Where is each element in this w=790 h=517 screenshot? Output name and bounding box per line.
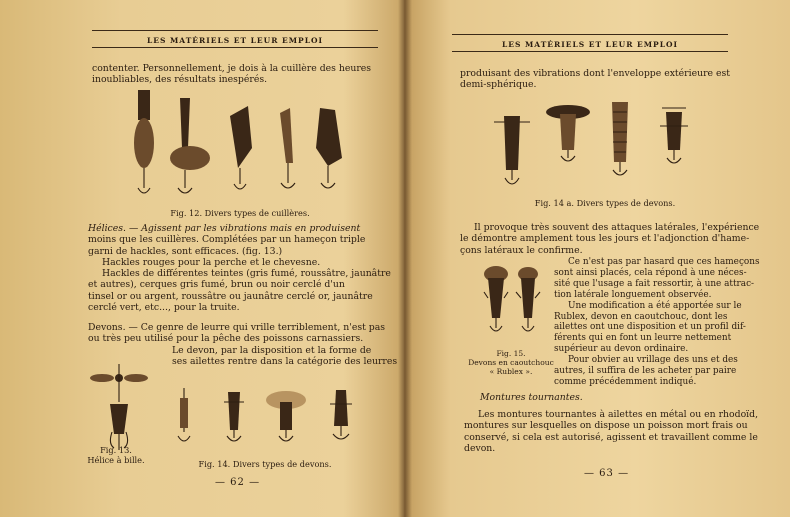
text-line: Hackles rouges pour la perche et le chevesne. [102,256,321,268]
text-line: comme précédemment indiqué. [554,376,697,387]
text-line: le démontre amplement tous les jours et l'adjonction d'hame- [460,233,750,245]
text-line: cerclé vert, etc..., pour la truite. [88,302,240,314]
spoon-lure-2 [170,98,210,193]
text-line: çons latéraux le confirme. [460,244,583,256]
spoon-lure-3 [230,106,252,189]
text-line: ses ailettes rentre dans la catégorie des leurres [172,355,398,367]
right-page [404,0,790,517]
devon-lure-1 [178,388,190,441]
text-line: montures sur lesquelles on dispose un poisson mort frais ou [464,420,748,432]
intro-paragraph [460,68,746,91]
devon-lure-4 [330,390,352,439]
text-line: ailettes ont une disposition et un profil dif- [554,322,746,333]
fig14-caption: Fig. 14. Divers types de devons. [198,459,332,469]
fig14a-devon-illustrations [490,100,710,195]
text-line: Devons. — Ce genre de leurre qui vrille terriblement, n'est pas [88,322,386,333]
header-rule [92,30,378,31]
text-line: et autres), cerques gris fumé, brun ou noir cerclé d'un [88,279,345,291]
montures-heading: Montures tournantes. [480,392,583,403]
fig12-spoon-illustrations [130,88,360,203]
text-line: moins que les cuillères. Complétées par un hameçon triple [88,234,366,246]
text-line: Une modification a été apportée sur le [568,300,742,311]
book-gutter [398,0,412,517]
devon-lure-b [546,105,590,161]
text-line: produisant des vibrations dont l'enveloppe extérieure est [460,68,730,79]
fig14-devon-illustrations [170,384,370,454]
caption-line: Fig. 13. [100,445,132,455]
text-line: garni de hackles, sont efficaces. (fig. 13.) [88,245,283,257]
text-line: Rublex, devon en caoutchouc, dont les [554,311,728,322]
fig15-rublex-illustration [476,262,548,344]
text-line: Ce n'est pas par hasard que ces hameçons [568,257,760,267]
text-line: tinsel or ou argent, roussâtre ou jaunâtre cerclé or, jaunâtre [88,290,373,302]
fig15-caption [466,349,556,376]
text-line: Hackles de différentes teintes (gris fumé, roussâtre, jaunâtre [102,268,391,280]
fig13-caption [86,445,146,465]
devon-lure-2 [224,392,244,441]
devons-paragraph [88,322,398,367]
text-line: ou très peu utilisé pour la pêche des poissons carnassiers. [88,333,364,345]
devon-lure-3 [266,391,306,441]
text-line: inoubliables, des résultats inespérés. [92,74,268,86]
fig14a-caption: Fig. 14 a. Divers types de devons. [534,198,676,208]
lateral-attacks-paragraph [460,222,760,256]
text-line: autres, il suffira de les acheter par paire [554,366,737,377]
devon-lure-d [660,108,688,163]
running-head: LES MATÉRIELS ET LEUR EMPLOI [92,36,378,48]
caption-line: Devons en caoutchouc [468,358,554,367]
caption-line: « Rublex ». [489,367,533,376]
page-number: — 63 — [584,468,630,479]
text-line: Le devon, par la disposition et la forme de [172,344,372,356]
text-line: sité que l'usage a fait ressortir, à une attrac- [554,278,755,289]
text-line: férents qui en font un leurre nettement [554,333,732,344]
devon-lure-a [494,116,530,184]
text-line: devon. [464,442,496,454]
fig13-propeller-illustration [88,362,152,454]
text-line: Pour obvier au vrillage des uns et des [568,355,738,366]
page-number: — 62 — [215,477,261,488]
rublex-lure-2 [516,267,540,331]
helices-paragraph [88,223,391,314]
text-line: Les montures tournantes à ailettes en métal ou en rhodoïd, [478,409,759,420]
spoon-lure-5 [316,108,342,188]
text-line: contenter. Personnellement, je dois à la cuillère des heures [92,63,372,74]
caption-line: Hélice à bille. [87,455,145,465]
spoon-lure-4 [280,108,295,188]
rublex-lure-1 [484,266,508,331]
header-rule [452,34,728,35]
text-line: conservé, si cela est autorisé, agissent et travaillent comme le [464,431,758,443]
text-line: Il provoque très souvent des attaques latérales, l'expérience [474,222,760,233]
text-line: demi-sphérique. [460,79,537,91]
spoon-lure-1 [134,90,154,193]
intro-paragraph [92,63,378,86]
text-line: tion latérale longuement observée. [554,289,712,300]
running-head: LES MATÉRIELS ET LEUR EMPLOI [452,40,728,52]
caption-line: Fig. 15. [496,349,526,358]
fig12-caption: Fig. 12. Divers types de cuillères. [170,208,310,218]
text-line: sont ainsi placés, cela répond à une néces- [554,267,747,278]
montures-paragraph [464,409,759,454]
hooks-paragraph [554,257,760,388]
devon-lure-c [612,102,628,175]
text-line: Hélices. — Agissent par les vibrations mais en produisent [88,223,361,234]
text-line: supérieur au devon ordinaire. [554,344,689,355]
